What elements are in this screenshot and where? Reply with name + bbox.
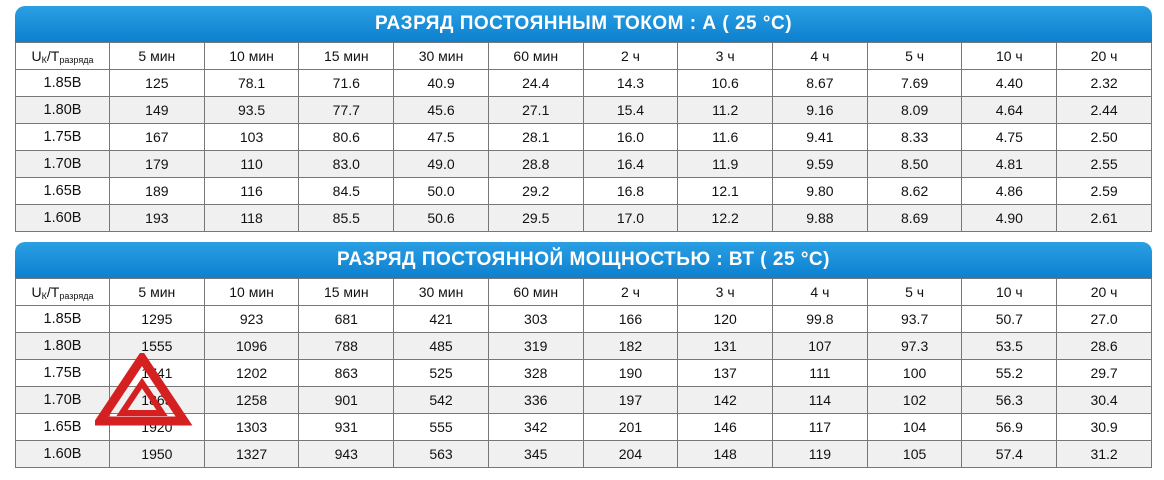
value-cell: 12.2	[678, 205, 773, 232]
value-cell: 27.1	[488, 97, 583, 124]
value-cell: 146	[678, 414, 773, 441]
table-row	[16, 360, 1152, 387]
value-cell: 56.3	[962, 387, 1057, 414]
value-cell: 110	[204, 151, 299, 178]
value-cell: 1950	[110, 441, 205, 468]
value-cell: 8.67	[773, 70, 868, 97]
value-cell: 1327	[204, 441, 299, 468]
value-cell: 563	[394, 441, 489, 468]
voltage-cell: 1.70В	[16, 387, 110, 414]
table-row	[16, 387, 1152, 414]
column-header: 10 ч	[962, 43, 1057, 70]
value-cell: 125	[110, 70, 205, 97]
value-cell: 1920	[110, 414, 205, 441]
column-header: 5 ч	[867, 279, 962, 306]
value-cell: 319	[488, 333, 583, 360]
value-cell: 16.8	[583, 178, 678, 205]
value-cell: 120	[678, 306, 773, 333]
value-cell: 24.4	[488, 70, 583, 97]
column-header: 2 ч	[583, 279, 678, 306]
value-cell: 53.5	[962, 333, 1057, 360]
value-cell: 788	[299, 333, 394, 360]
column-header: 2 ч	[583, 43, 678, 70]
column-header: 60 мин	[488, 43, 583, 70]
value-cell: 8.33	[867, 124, 962, 151]
value-cell: 84.5	[299, 178, 394, 205]
value-cell: 149	[110, 97, 205, 124]
column-header: 3 ч	[678, 279, 773, 306]
value-cell: 57.4	[962, 441, 1057, 468]
value-cell: 83.0	[299, 151, 394, 178]
value-cell: 55.2	[962, 360, 1057, 387]
table-row	[16, 97, 1152, 124]
value-cell: 9.88	[773, 205, 868, 232]
value-cell: 2.44	[1057, 97, 1152, 124]
value-cell: 9.80	[773, 178, 868, 205]
column-header: 10 мин	[204, 43, 299, 70]
voltage-cell: 1.60В	[16, 205, 110, 232]
column-header: 10 ч	[962, 279, 1057, 306]
voltage-cell: 1.85В	[16, 306, 110, 333]
voltage-cell: 1.75В	[16, 124, 110, 151]
column-header: 5 мин	[110, 43, 205, 70]
value-cell: 85.5	[299, 205, 394, 232]
value-cell: 104	[867, 414, 962, 441]
value-cell: 1303	[204, 414, 299, 441]
value-cell: 931	[299, 414, 394, 441]
value-cell: 2.61	[1057, 205, 1152, 232]
value-cell: 204	[583, 441, 678, 468]
value-cell: 71.6	[299, 70, 394, 97]
voltage-cell: 1.65В	[16, 414, 110, 441]
value-cell: 2.32	[1057, 70, 1152, 97]
column-header: 3 ч	[678, 43, 773, 70]
value-cell: 50.6	[394, 205, 489, 232]
value-cell: 40.9	[394, 70, 489, 97]
value-cell: 189	[110, 178, 205, 205]
table-row	[16, 205, 1152, 232]
value-cell: 4.64	[962, 97, 1057, 124]
value-cell: 56.9	[962, 414, 1057, 441]
voltage-cell: 1.85В	[16, 70, 110, 97]
value-cell: 166	[583, 306, 678, 333]
value-cell: 943	[299, 441, 394, 468]
value-cell: 336	[488, 387, 583, 414]
value-cell: 118	[204, 205, 299, 232]
value-cell: 16.4	[583, 151, 678, 178]
value-cell: 1741	[110, 360, 205, 387]
voltage-cell: 1.65В	[16, 178, 110, 205]
value-cell: 901	[299, 387, 394, 414]
constant-current-section	[15, 6, 1152, 232]
value-cell: 45.6	[394, 97, 489, 124]
column-header: 60 мин	[488, 279, 583, 306]
value-cell: 78.1	[204, 70, 299, 97]
value-cell: 190	[583, 360, 678, 387]
value-cell: 542	[394, 387, 489, 414]
value-cell: 1555	[110, 333, 205, 360]
value-cell: 345	[488, 441, 583, 468]
value-cell: 525	[394, 360, 489, 387]
value-cell: 4.75	[962, 124, 1057, 151]
column-header: 20 ч	[1057, 279, 1152, 306]
value-cell: 105	[867, 441, 962, 468]
value-cell: 9.41	[773, 124, 868, 151]
column-header: 30 мин	[394, 43, 489, 70]
value-cell: 11.6	[678, 124, 773, 151]
constant-power-title: РАЗРЯД ПОСТОЯННОЙ МОЩНОСТЬЮ : ВТ ( 25 °С)	[15, 242, 1152, 278]
value-cell: 1258	[204, 387, 299, 414]
value-cell: 103	[204, 124, 299, 151]
value-cell: 2.50	[1057, 124, 1152, 151]
table-row	[16, 124, 1152, 151]
value-cell: 1096	[204, 333, 299, 360]
value-cell: 137	[678, 360, 773, 387]
value-cell: 119	[773, 441, 868, 468]
value-cell: 14.3	[583, 70, 678, 97]
table-row	[16, 178, 1152, 205]
value-cell: 47.5	[394, 124, 489, 151]
constant-current-title: РАЗРЯД ПОСТОЯННЫМ ТОКОМ : А ( 25 °С)	[15, 6, 1152, 42]
value-cell: 15.4	[583, 97, 678, 124]
value-cell: 555	[394, 414, 489, 441]
value-cell: 4.40	[962, 70, 1057, 97]
voltage-cell: 1.80В	[16, 97, 110, 124]
constant-power-table	[15, 278, 1152, 468]
value-cell: 167	[110, 124, 205, 151]
value-cell: 12.1	[678, 178, 773, 205]
value-cell: 863	[299, 360, 394, 387]
value-cell: 117	[773, 414, 868, 441]
value-cell: 303	[488, 306, 583, 333]
table-header-row	[16, 279, 1152, 306]
table-row	[16, 70, 1152, 97]
value-cell: 11.9	[678, 151, 773, 178]
value-cell: 142	[678, 387, 773, 414]
value-cell: 99.8	[773, 306, 868, 333]
value-cell: 28.8	[488, 151, 583, 178]
value-cell: 179	[110, 151, 205, 178]
value-cell: 197	[583, 387, 678, 414]
value-cell: 102	[867, 387, 962, 414]
value-cell: 328	[488, 360, 583, 387]
value-cell: 342	[488, 414, 583, 441]
value-cell: 8.50	[867, 151, 962, 178]
constant-current-table	[15, 42, 1152, 232]
column-header: 20 ч	[1057, 43, 1152, 70]
column-header: 4 ч	[773, 279, 868, 306]
value-cell: 1202	[204, 360, 299, 387]
column-header: 5 ч	[867, 43, 962, 70]
value-cell: 100	[867, 360, 962, 387]
value-cell: 16.0	[583, 124, 678, 151]
value-cell: 29.5	[488, 205, 583, 232]
column-header: 4 ч	[773, 43, 868, 70]
value-cell: 114	[773, 387, 868, 414]
value-cell: 107	[773, 333, 868, 360]
value-cell: 49.0	[394, 151, 489, 178]
value-cell: 923	[204, 306, 299, 333]
value-cell: 93.7	[867, 306, 962, 333]
table-header-row	[16, 43, 1152, 70]
value-cell: 148	[678, 441, 773, 468]
value-cell: 9.59	[773, 151, 868, 178]
value-cell: 8.69	[867, 205, 962, 232]
value-cell: 30.9	[1057, 414, 1152, 441]
value-cell: 50.0	[394, 178, 489, 205]
value-cell: 17.0	[583, 205, 678, 232]
value-cell: 4.86	[962, 178, 1057, 205]
value-cell: 11.2	[678, 97, 773, 124]
voltage-time-header: $U_К/T_{разряда}$	[16, 279, 110, 306]
value-cell: 131	[678, 333, 773, 360]
value-cell: 77.7	[299, 97, 394, 124]
table-row	[16, 306, 1152, 333]
value-cell: 31.2	[1057, 441, 1152, 468]
value-cell: 93.5	[204, 97, 299, 124]
value-cell: 681	[299, 306, 394, 333]
value-cell: 29.7	[1057, 360, 1152, 387]
column-header: 30 мин	[394, 279, 489, 306]
value-cell: 485	[394, 333, 489, 360]
value-cell: 27.0	[1057, 306, 1152, 333]
value-cell: 97.3	[867, 333, 962, 360]
value-cell: 80.6	[299, 124, 394, 151]
voltage-time-header: $U_К/T_{разряда}$	[16, 43, 110, 70]
value-cell: 111	[773, 360, 868, 387]
value-cell: 9.16	[773, 97, 868, 124]
value-cell: 201	[583, 414, 678, 441]
column-header: 5 мин	[110, 279, 205, 306]
value-cell: 182	[583, 333, 678, 360]
voltage-cell: 1.70В	[16, 151, 110, 178]
table-row	[16, 414, 1152, 441]
value-cell: 8.09	[867, 97, 962, 124]
column-header: 15 мин	[299, 279, 394, 306]
value-cell: 28.1	[488, 124, 583, 151]
value-cell: 1295	[110, 306, 205, 333]
value-cell: 116	[204, 178, 299, 205]
table-row	[16, 333, 1152, 360]
value-cell: 7.69	[867, 70, 962, 97]
value-cell: 193	[110, 205, 205, 232]
column-header: 10 мин	[204, 279, 299, 306]
constant-power-section	[15, 242, 1152, 468]
value-cell: 28.6	[1057, 333, 1152, 360]
value-cell: 2.59	[1057, 178, 1152, 205]
value-cell: 421	[394, 306, 489, 333]
value-cell: 10.6	[678, 70, 773, 97]
value-cell: 50.7	[962, 306, 1057, 333]
value-cell: 4.90	[962, 205, 1057, 232]
value-cell: 4.81	[962, 151, 1057, 178]
value-cell: 8.62	[867, 178, 962, 205]
table-row	[16, 441, 1152, 468]
value-cell: 2.55	[1057, 151, 1152, 178]
voltage-cell: 1.60В	[16, 441, 110, 468]
voltage-cell: 1.80В	[16, 333, 110, 360]
column-header: 15 мин	[299, 43, 394, 70]
value-cell: 29.2	[488, 178, 583, 205]
table-row	[16, 151, 1152, 178]
value-cell: 30.4	[1057, 387, 1152, 414]
voltage-cell: 1.75В	[16, 360, 110, 387]
value-cell: 1865	[110, 387, 205, 414]
